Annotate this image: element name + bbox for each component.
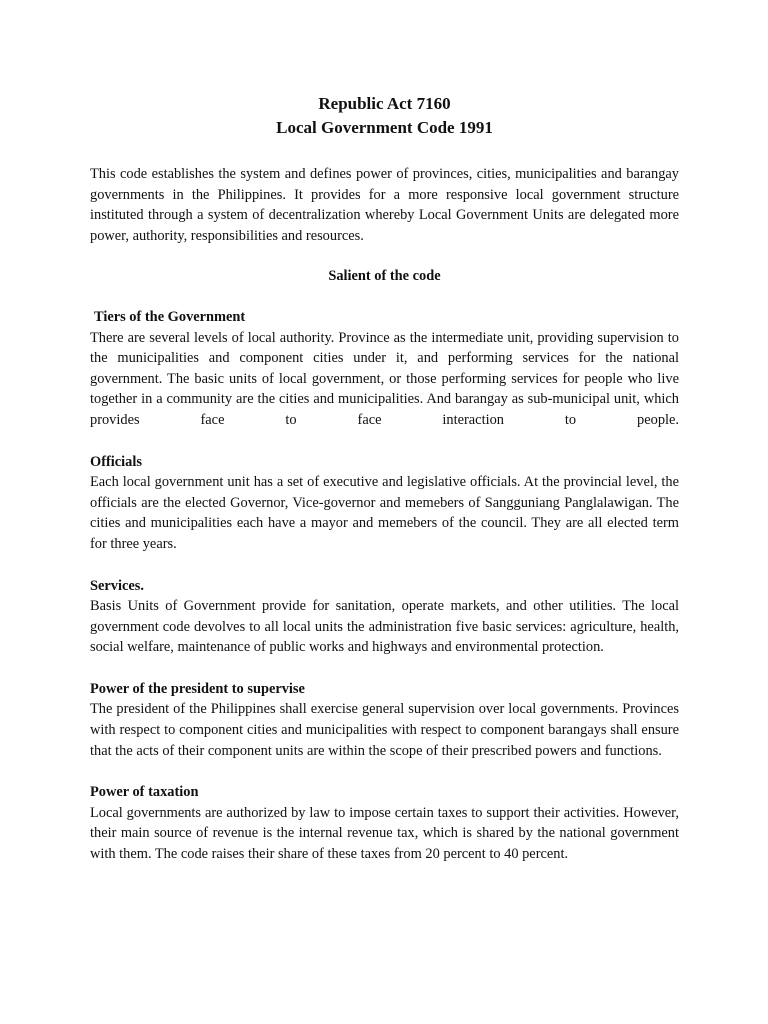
section-tiers [90, 307, 679, 431]
intro-paragraph: This code establishes the system and defines power of provinces, cities, municipalities and barangay governments in the Philippines. It provides for a more responsive local government structure instituted through a system of decentralization whereby Local Government Units are delegated more power, authority, responsibilities and resources. [90, 166, 679, 244]
section-body: Each local government unit has a set of executive and legislative officials. At the provincial level, the officials are the elected Governor, Vice-governor and memebers of Sangguniang Panglalawigan. The cities and municipalities each have a mayor and memebers of the council. They are all elected term for three years. [90, 474, 679, 552]
section-body: There are several levels of local authority. Province as the intermediate unit, providing supervision to the municipalities and component cities under it, and performing services for the national government. The basic units of local government, or those performing services for people who live together in a community are the cities and municipalities. And barangay as sub-municipal unit, which provides face to face interaction to people. [90, 329, 679, 428]
section-body: Basis Units of Government provide for sanitation, operate markets, and other utilities. The local government code devolves to all local units the administration five basic services: agriculture, health, social welfare, maintenance of public works and highways and environmental protection. [90, 598, 679, 656]
section-heading: Tiers of the Government [94, 308, 246, 325]
section-body: Local governments are authorized by law to impose certain taxes to support their activities. However, their main source of revenue is the internal revenue tax, which is shared by the national government with them. The code raises their share of these taxes from 20 percent to 40 percent. [90, 804, 679, 863]
section-heading: Services. [90, 577, 144, 594]
section-services [90, 576, 679, 658]
document-title-line-2: Local Government Code 1991 [276, 118, 493, 137]
section-taxation [90, 782, 679, 864]
section-body: The president of the Philippines shall exercise general supervision over local governments. Provinces with respect to component cities and municipalities with respect to component barangays shall ensure that the acts of their component units are within the scope of their prescribed powers and functions. [90, 701, 679, 759]
section-heading: Officials [90, 453, 142, 470]
section-officials [90, 452, 679, 555]
section-heading: Power of the president to supervise [90, 680, 305, 697]
salient-heading: Salient of the code [328, 268, 441, 285]
section-heading: Power of taxation [90, 784, 199, 801]
section-president-supervise [90, 679, 679, 761]
document-title-line-1: Republic Act 7160 [318, 94, 451, 113]
